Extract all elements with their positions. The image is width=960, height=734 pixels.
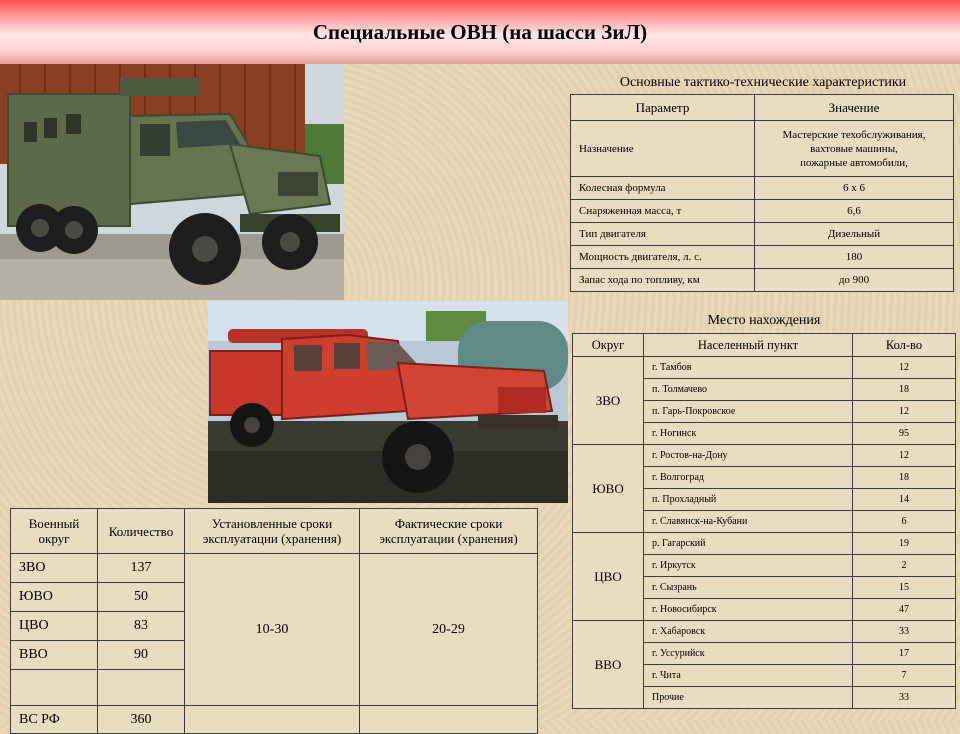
quantity-district: ЮВО (11, 583, 98, 612)
location-header-count: Кол-во (853, 334, 956, 357)
quantity-table (10, 508, 538, 734)
quantity-header-district: Военный округ (11, 509, 98, 554)
location-count: 7 (853, 665, 956, 687)
spec-value: Дизельный (755, 223, 954, 246)
location-caption: Место нахождения (707, 313, 821, 328)
location-count: 33 (853, 687, 956, 709)
location-town: г. Волгоград (644, 467, 853, 489)
location-count: 2 (853, 555, 956, 577)
quantity-header-actual: Фактические сроки эксплуатации (хранения) (360, 509, 538, 554)
location-count: 17 (853, 643, 956, 665)
location-header-district: Округ (573, 334, 644, 357)
location-town: р. Гагарский (644, 533, 853, 555)
location-count: 12 (853, 401, 956, 423)
spec-header-param: Параметр (571, 95, 755, 121)
quantity-district: ЦВО (11, 612, 98, 641)
location-town: г. Хабаровск (644, 621, 853, 643)
quantity-count: 83 (98, 612, 185, 641)
location-count: 18 (853, 379, 956, 401)
location-town: г. Ногинск (644, 423, 853, 445)
location-town: п. Толмачево (644, 379, 853, 401)
location-count: 33 (853, 621, 956, 643)
quantity-district: ВВО (11, 641, 98, 670)
spec-value (755, 121, 954, 177)
location-count: 95 (853, 423, 956, 445)
quantity-header-established: Установленные сроки эксплуатации (хранения) (185, 509, 360, 554)
spec-param: Снаряженная масса, т (571, 200, 755, 223)
quantity-total-count: 360 (98, 706, 185, 734)
quantity-count: 137 (98, 554, 185, 583)
location-district: ЦВО (573, 533, 644, 621)
page-title: Специальные ОВН (на шасси ЗиЛ) (312, 20, 648, 44)
spec-param: Колесная формула (571, 177, 755, 200)
photo-green-truck (0, 64, 344, 300)
spec-caption: Основные тактико-технические характеристики (619, 75, 907, 90)
location-town: г. Иркутск (644, 555, 853, 577)
quantity-count: 90 (98, 641, 185, 670)
spec-header-value: Значение (755, 95, 954, 121)
quantity-district: ЗВО (11, 554, 98, 583)
spec-param: Назначение (571, 121, 755, 177)
spec-value: 6,6 (755, 200, 954, 223)
location-town: г. Новосибирск (644, 599, 853, 621)
quantity-established-value: 10-30 (185, 554, 360, 706)
location-table (572, 333, 956, 709)
location-town: Прочие (644, 687, 853, 709)
spec-value-line: Мастерские техобслуживания, (782, 128, 926, 141)
quantity-spacer (11, 670, 98, 706)
location-count: 12 (853, 357, 956, 379)
title-bar (0, 0, 960, 64)
location-town: г. Сызрань (644, 577, 853, 599)
location-count: 19 (853, 533, 956, 555)
quantity-actual-value: 20-29 (360, 554, 538, 706)
spec-value-line: вахтовые машины, (810, 142, 898, 155)
location-town: г. Ростов-на-Дону (644, 445, 853, 467)
location-count: 15 (853, 577, 956, 599)
spec-value: 6 х 6 (755, 177, 954, 200)
quantity-spacer (98, 670, 185, 706)
spec-table (570, 94, 954, 292)
location-district: ЗВО (573, 357, 644, 445)
spec-value: 180 (755, 246, 954, 269)
location-town: г. Тамбов (644, 357, 853, 379)
spec-param: Мощность двигателя, л. с. (571, 246, 755, 269)
spec-value: до 900 (755, 269, 954, 292)
location-count: 12 (853, 445, 956, 467)
quantity-count: 50 (98, 583, 185, 612)
location-count: 14 (853, 489, 956, 511)
location-town: г. Чита (644, 665, 853, 687)
location-district: ВВО (573, 621, 644, 709)
spec-value-line: пожарные автомобили, (800, 156, 908, 169)
location-count: 18 (853, 467, 956, 489)
location-town: п. Прохладный (644, 489, 853, 511)
location-town: г. Славянск-на-Кубани (644, 511, 853, 533)
location-town: п. Гарь-Покровское (644, 401, 853, 423)
location-header-town: Населенный пункт (644, 334, 853, 357)
location-town: г. Уссурийск (644, 643, 853, 665)
photo-fire-truck (208, 301, 568, 503)
spec-param: Тип двигателя (571, 223, 755, 246)
quantity-total-district: ВС РФ (11, 706, 98, 734)
location-count: 47 (853, 599, 956, 621)
spec-param: Запас хода по топливу, км (571, 269, 755, 292)
quantity-header-count: Количество (98, 509, 185, 554)
location-district: ЮВО (573, 445, 644, 533)
location-count: 6 (853, 511, 956, 533)
